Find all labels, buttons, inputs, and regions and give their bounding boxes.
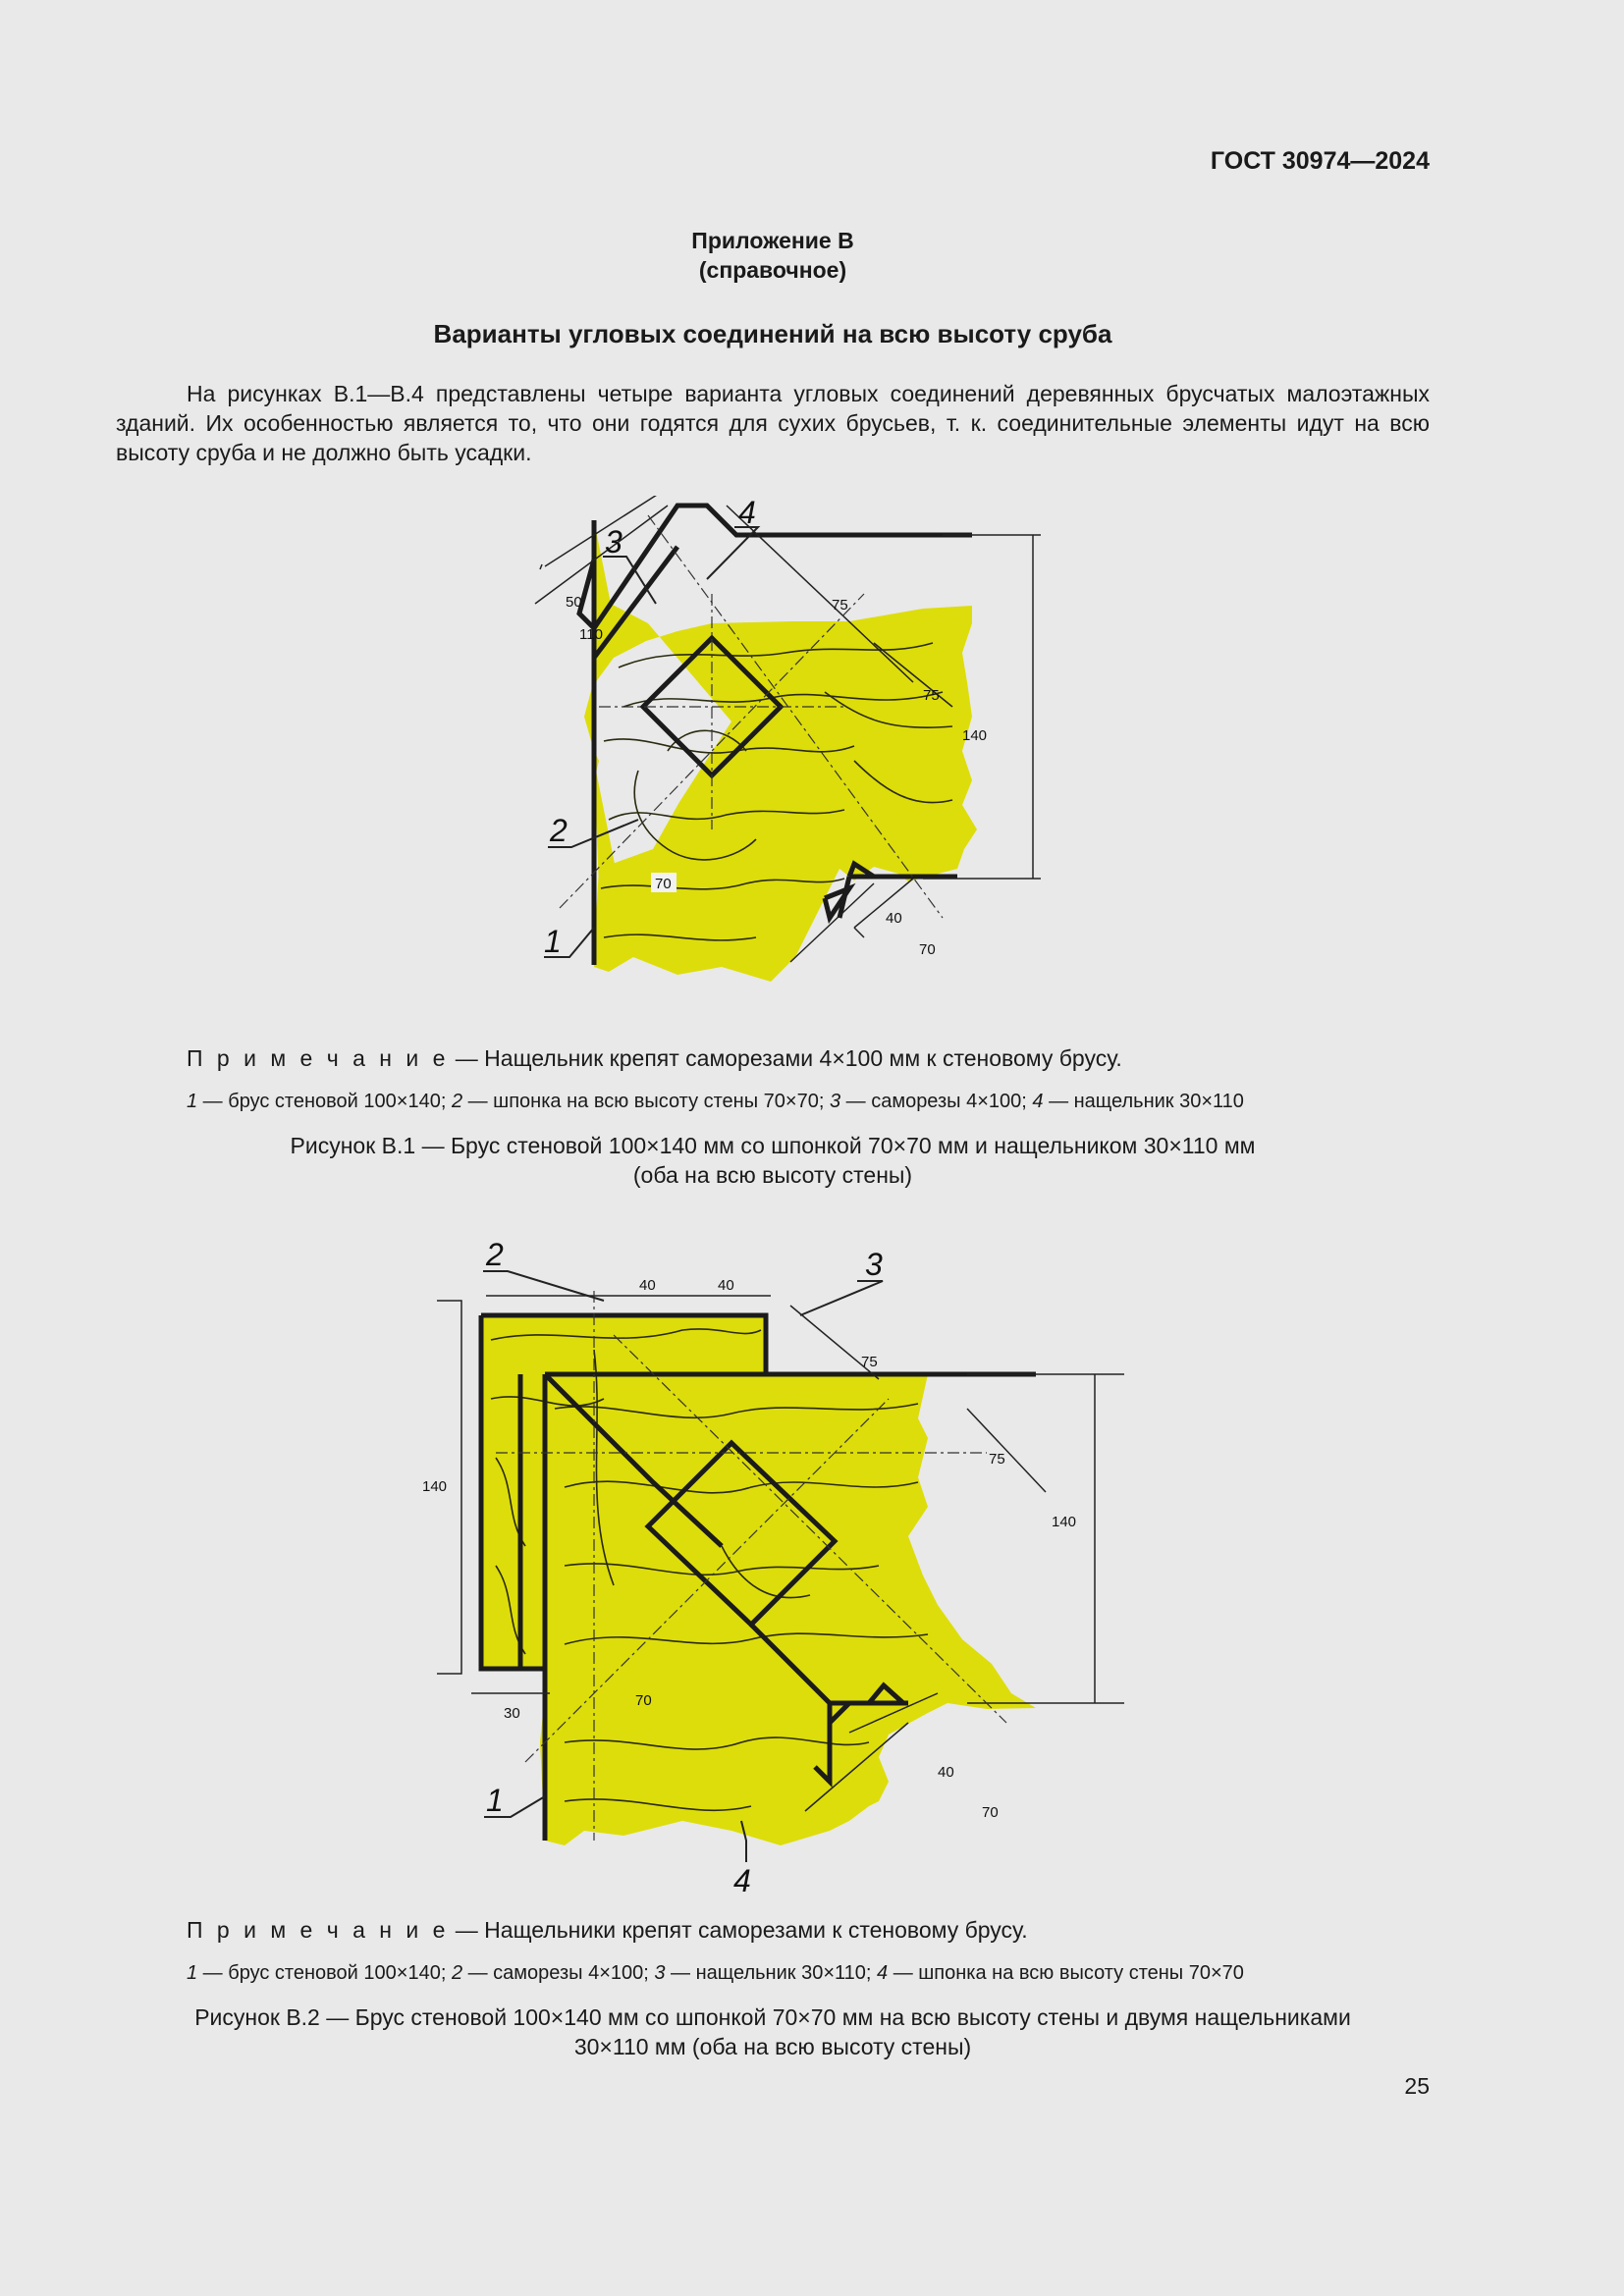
figure-1-caption-line2: (оба на всю высоту стены) (632, 1162, 913, 1188)
figure-2-legend-text: — нащельник 30×110; (665, 1962, 878, 1984)
figure-2-dim-140b: 140 (1052, 1514, 1077, 1530)
figure-1-dim-140: 140 (962, 727, 988, 744)
figure-1-dim-75b: 75 (923, 687, 940, 704)
figure-2-label-2: 2 (486, 1237, 504, 1272)
figure-2-label-4: 4 (733, 1863, 751, 1898)
figure-2-caption-line2: 30×110 мм (оба на всю высоту стены) (573, 2034, 972, 2059)
figure-1-dim-70b: 70 (919, 941, 936, 958)
figure-1-note-prefix: П р и м е ч а н и е (187, 1045, 450, 1071)
appendix-title: Приложение В (691, 228, 854, 253)
appendix-subtitle: (справочное) (698, 257, 847, 283)
figure-1-label-3: 3 (605, 524, 623, 560)
figure-2-label-3: 3 (865, 1247, 883, 1282)
figure-1-dim-110: 110 (579, 626, 603, 643)
figure-1-legend-text: — брус стеновой 100×140; (197, 1091, 452, 1112)
figure-1-label-4: 4 (738, 496, 756, 530)
figure-2-caption (116, 2002, 1430, 2061)
figure-2-dim-40c: 40 (938, 1764, 954, 1781)
figure-1-dim-70a: 70 (655, 876, 672, 892)
figure-1-dim-40: 40 (886, 910, 902, 927)
figure-2-legend-text: — шпонка на всю высоту стены 70×70 (888, 1962, 1244, 1984)
figure-2-dim-40a: 40 (639, 1277, 656, 1294)
figure-1-dim-50: 50 (566, 594, 582, 611)
intro-text: На рисунках В.1—В.4 представлены четыре варианта угловых соединений деревянных брусчатых малоэтажных зданий. Их особенностью является то, что они годятся для сухих брусьев, т. к. соединительные элементы идут на всю высоту сруба и не должно быть усадки. (116, 381, 1430, 465)
figure-2-note-text: — Нащельники крепят саморезами к стеновому брусу. (449, 1917, 1028, 1943)
figure-2-drawing (417, 1232, 1124, 1899)
figure-1-legend (187, 1091, 1244, 1113)
figure-2-legend (187, 1962, 1244, 1985)
figure-1-note (187, 1045, 1122, 1072)
figure-2-dim-70a: 70 (635, 1692, 652, 1709)
figure-1-caption-line1: Рисунок В.1 — Брус стеновой 100×140 мм со шпонкой 70×70 мм и нащельником 30×110 мм (290, 1133, 1256, 1158)
figure-1-legend-text: — шпонка на всю высоту стены 70×70; (462, 1091, 830, 1112)
figure-2-legend-num: 1 (187, 1962, 198, 1984)
figure-2-label-1: 1 (486, 1783, 504, 1818)
standard-number: ГОСТ 30974—2024 (1210, 147, 1430, 175)
figure-2-dim-75a: 75 (861, 1354, 878, 1370)
figure-2-dim-75b: 75 (989, 1451, 1005, 1468)
section-title: Варианты угловых соединений на всю высоту сруба (433, 319, 1112, 348)
figure-2-legend-num: 4 (877, 1962, 889, 1984)
figure-2-note-prefix: П р и м е ч а н и е (187, 1917, 450, 1943)
figure-2-legend-text: — брус стеновой 100×140; (197, 1962, 452, 1984)
figure-1-label-2: 2 (550, 813, 568, 848)
figure-2-dim-30: 30 (504, 1705, 520, 1722)
figure-1-dim-75a: 75 (832, 597, 848, 614)
figure-1-caption (116, 1131, 1430, 1190)
figure-1-legend-text: — саморезы 4×100; (840, 1091, 1033, 1112)
appendix-heading (116, 226, 1430, 285)
intro-paragraph (116, 379, 1430, 467)
figure-2-legend-text: — саморезы 4×100; (462, 1962, 655, 1984)
figure-1-legend-num: 4 (1032, 1091, 1044, 1112)
figure-2-dim-140a: 140 (422, 1478, 448, 1495)
figure-2-note (187, 1917, 1028, 1944)
figure-1-label-1: 1 (544, 924, 562, 959)
figure-1-legend-num: 3 (829, 1091, 841, 1112)
figure-1-legend-num: 1 (187, 1091, 198, 1112)
figure-1-drawing (530, 496, 1041, 1016)
page-number: 25 (1404, 2073, 1430, 2099)
figure-1-legend-num: 2 (451, 1091, 463, 1112)
figure-2-legend-num: 2 (451, 1962, 463, 1984)
figure-2-legend-num: 3 (654, 1962, 666, 1984)
figure-2-caption-line1: Рисунок В.2 — Брус стеновой 100×140 мм со шпонкой 70×70 мм на всю высоту стены и двумя нащельниками (194, 2004, 1351, 2030)
figure-2-dim-70b: 70 (982, 1804, 999, 1821)
figure-1-note-text: — Нащельник крепят саморезами 4×100 мм к стеновому брусу. (449, 1045, 1122, 1071)
figure-2-dim-40b: 40 (718, 1277, 734, 1294)
figure-1-legend-text: — нащельник 30×110 (1043, 1091, 1244, 1112)
